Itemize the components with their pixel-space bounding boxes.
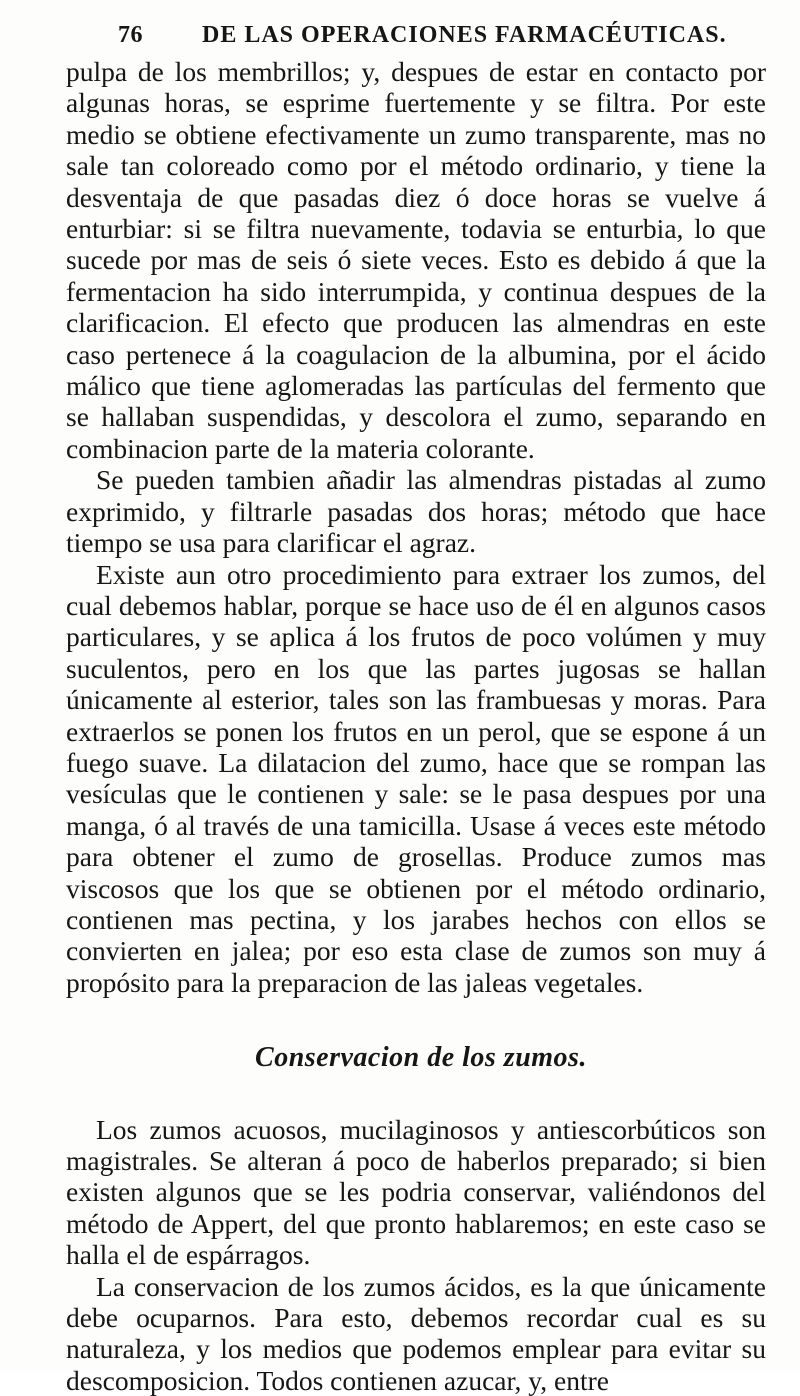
running-title: DE LAS OPERACIONES FARMACÉUTICAS. <box>202 22 727 48</box>
page-number: 76 <box>118 22 143 48</box>
section-heading: Conservacion de los zumos. <box>255 1042 587 1074</box>
body-text <box>66 56 766 1396</box>
paragraph-zumos-acidos: La conservacion de los zumos ácidos, es la que únicamente debe ocuparnos. Para esto, debemos recordar cual es su naturaleza, y los medios que podemos emplear para evitar su descomposicion. Todos contienen azucar, y, entre <box>66 1270 766 1396</box>
paragraph-zumos-acuosos: Los zumos acuosos, mucilaginosos y antiescorbúticos son magistrales. Se alteran á poco de haberlos preparado; si bien existen algunos que se les podria conservar, valiéndonos del método de Appert, del que pronto hablaremos; en este caso se halla el de espárragos. <box>66 1113 766 1271</box>
running-header <box>66 22 766 56</box>
paragraph-almendras: Se pueden tambien añadir las almendras pistadas al zumo exprimido, y filtrarle pasadas dos horas; método que hace tiempo se usa para clarificar el agraz. <box>66 464 766 559</box>
paragraph-continuation: pulpa de los membrillos; y, despues de estar en contacto por algunas horas, se esprime fuertemente y se filtra. Por este medio se obtiene efectivamente un zumo transparente, mas no sale tan coloreado como por el método ordinario, y tiene la desventaja de que pasadas diez ó doce horas se vuelve á enturbiar: si se filtra nuevamente, todavia se enturbia, lo que sucede por mas de seis ó siete veces. Esto es debido á que la fermentacion ha sido interrumpida, y continua despues de la clarificacion. El efecto que producen las almendras en este caso pertenece á la coagulacion de la albumina, por el ácido málico que tiene aglomeradas las partículas del fermento que se hallaban suspendidas, y descolora el zumo, separando en combinacion parte de la materia colorante. <box>66 56 766 464</box>
paragraph-procedimiento: Existe aun otro procedimiento para extraer los zumos, del cual debemos hablar, porque se hace uso de él en algunos casos particulares, y se aplica á los frutos de poco volúmen y muy suculentos, pero en los que las partes jugosas se hallan únicamente al esterior, tales son las frambuesas y moras. Para extraerlos se ponen los frutos en un perol, que se espone á un fuego suave. La dilatacion del zumo, hace que se rompan las vesículas que le contienen y sale: se le pasa despues por una manga, ó al través de una tamicilla. Usase á veces este método para obtener el zumo de grosellas. Produce zumos mas viscosos que los que se obtienen por el método ordinario, contienen mas pectina, y los jarabes hechos con ellos se convierten en jalea; por eso esta clase de zumos son muy á propósito para la preparacion de las jaleas vegetales. <box>66 558 766 998</box>
